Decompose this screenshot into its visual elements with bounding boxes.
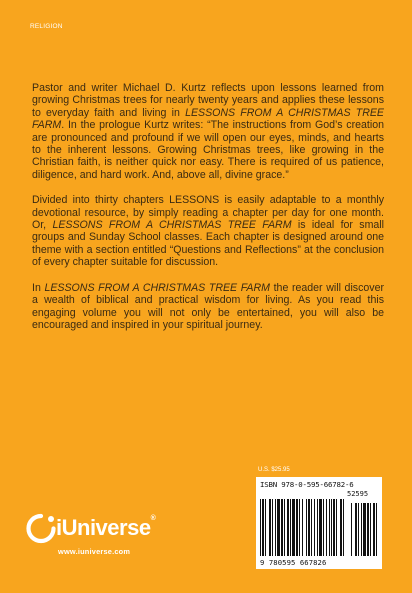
category-label: RELIGION [30, 23, 63, 30]
blurb-paragraph-2: Divided into thirty chapters LESSONS is easily adaptable to a monthly devotional resource, by simply reading a chapter per day for one month. Or, LESSONS FROM A CHRISTMAS TREE FARM is ideal for small groups and Sunday School classes. Each chapter is designed around one theme with a section entitled “Questions and Reflections” at the conclusion of every chapter suitable for discussion. [32, 194, 384, 269]
iuniverse-logo-icon [26, 513, 56, 545]
ean-digits: 9 780595 667826 [260, 558, 327, 567]
back-cover-blurb [32, 82, 384, 344]
price-label: U.S. $25.95 [258, 467, 290, 473]
publisher-name: iUniverse® [56, 515, 156, 540]
book-title: LESSONS FROM A CHRISTMAS TREE FARM [32, 106, 384, 132]
blurb-paragraph-3: In LESSONS FROM A CHRISTMAS TREE FARM the reader will discover a wealth of biblical and practical wisdom for living. As you read this engaging volume you will not only be entertained, you will also be encouraged and inspired in your spiritual journey. [32, 281, 384, 331]
barcode-bars [260, 499, 378, 557]
price-addon-code: 52595 [347, 490, 369, 498]
isbn-text: ISBN 978-0-595-66782-6 [260, 480, 354, 489]
isbn-barcode [256, 477, 382, 569]
publisher-url: www.iuniverse.com [58, 547, 131, 556]
blurb-paragraph-1: Pastor and writer Michael D. Kurtz reflects upon lessons learned from growing Christmas trees for nearly twenty years and applies these lessons to everyday faith and living in LESSONS FROM A CHRISTMAS TREE FARM. In the prologue Kurtz writes: “The instructions from God’s creation are pronounced and profound if we will open our eyes, minds, and hearts to the inherent lessons. Growing Christmas trees, like growing in the Christian faith, is neither quick nor easy. There is required of us patience, diligence, and hard work. And, above all, divine grace.” [32, 82, 384, 181]
book-title: LESSONS FROM A CHRISTMAS TREE FARM [52, 219, 292, 232]
publisher-logo [26, 513, 166, 563]
book-title: LESSONS FROM A CHRISTMAS TREE FARM [44, 281, 270, 294]
